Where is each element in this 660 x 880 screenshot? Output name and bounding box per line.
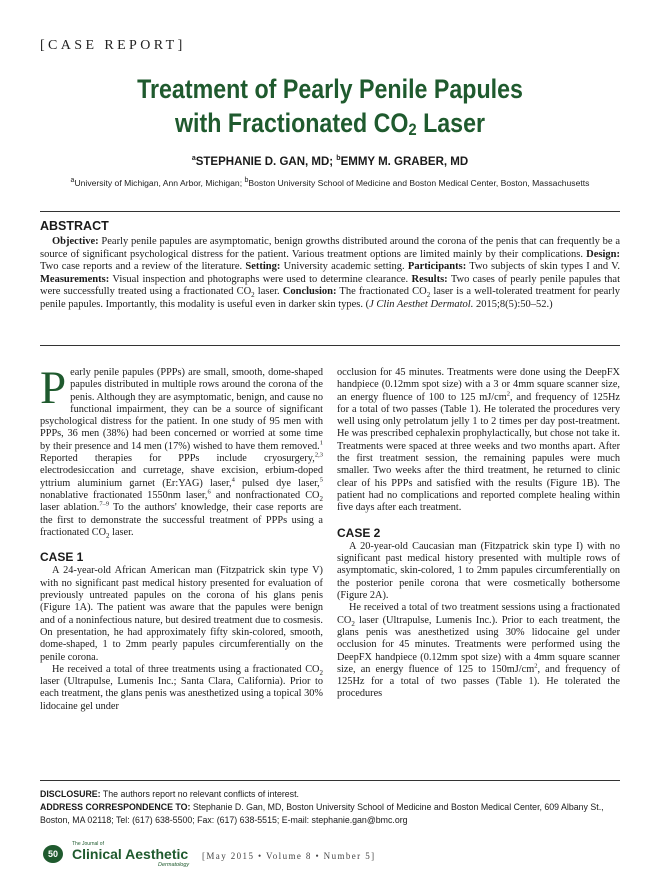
case2-paragraph-2: He received a total of two treatment sessions using a fractionated $CO_2$ laser (Ultrapulse, Lumenis Inc.). Prior to each treatment, the glans penis was anesthetized using 30% lidocaine gel under occlusion for 45 minutes. Treatments were performed using the DeepFX handpiece (0.12mm spot size) with a 4mm square scanner size, an energy fluence of 125 to $150mJ/cm^2$, and frequency of 125Hz for a total of two passes (Table 1). He tolerated the procedures xyxy=(337,602,620,700)
case1-heading: CASE 1 xyxy=(40,550,84,565)
correspondence-address: ADDRESS CORRESPONDENCE TO: Stephanie D. Gan, MD, Boston University School of Medicine and Boston Medical Center, 609 Albany St., Boston, MA 02118; Tel: (617) 638-5500; Fax: (617) 638-5515; E-mail: stephanie.gan@bmc.org xyxy=(40,802,604,825)
drop-cap: P xyxy=(40,362,67,414)
abstract-body: Objective: Pearly penile papules are asymptomatic, benign growths distributed around the corona of the penis that can frequently be a source of significant psychological distress for the patient. Various treatment options are limited mainly by their complications. Design: Two case reports and a review of the literature. Setting: University academic setting. Participants: Two subjects of skin types I and V. Measurements: Visual inspection and photographs were used to determine clearance. Results: Two cases of pearly penile papules that were successfully treated using a fractionated $CO_2$ laser. Conclusion: The fractionated $CO_2$ laser is a well-tolerated treatment for pearly penile papules. Importantly, this modality is useful even in darker skin types. (J Clin Aesthet Dermatol. 2015;8(5):50–52.) xyxy=(40,236,621,310)
page-number-badge: 50 xyxy=(43,845,63,863)
case1-paragraph-1: A 24-year-old African American man (Fitzpatrick skin type V) with no significant past medical history presented for evaluation of previously untreated papules on the corona of his glans penis (Figure 1A). The patient was aware that the papules were benign and of a noninfectious nature, but desired treatment due to cosmesis. On presentation, he had approximately fifty skin-colored, smooth, dome-shaped, 1 to 2mm pearly papules circumferentially on the penile corona. xyxy=(40,565,323,663)
footer-rule xyxy=(40,780,620,781)
issue-info: [May 2015 • Volume 8 • Number 5] xyxy=(202,851,376,861)
title-line-1: Treatment of Pearly Penile Papules xyxy=(137,74,523,104)
abstract-top-rule xyxy=(40,211,620,212)
disclosure: DISCLOSURE: The authors report no relevant conflicts of interest. xyxy=(40,789,299,799)
author-affiliations: $^a$University of Michigan, Ann Arbor, Michigan; $^b$Boston University School of Medicine and Boston Medical Center, Boston, Massachusetts xyxy=(70,177,590,188)
article-title xyxy=(46,72,614,140)
section-kicker: [CASE REPORT] xyxy=(40,38,186,53)
case1-paragraph-3: occlusion for 45 minutes. Treatments were done using the DeepFX handpiece (0.12mm spot size) with a 3 or 4mm square scanner size, an energy fluence of 100 to 125 $mJ/cm^2$, and frequency of 125Hz for a total of two passes (Table 1). He tolerated the procedures very well using only petrolatum jelly 1 to 2 times per day post-treatment. He was prescribed cephalexin prophylactically, but chose not take it. Treatments were spaced at three weeks and two months apart. After the first treatment session, the remaining papules were much smaller. Two weeks after the third treatment, he returned to clinic clear of his PPPs and satisfied with the results (Figure 1B). The patient had no complications and reported complete healing within five days after each treatment. xyxy=(337,367,620,514)
case2-paragraph-1: A 20-year-old Caucasian man (Fitzpatrick skin type I) with no significant past medical history presented with multiple rows of asymptomatic, skin-colored, 1 to 2mm papules circumferentially on the posterior penile corona that were cosmetically bothersome (Figure 2A). xyxy=(337,540,620,602)
title-line-2: with Fractionated $CO_2$ Laser xyxy=(174,108,486,139)
author-list: $^a$STEPHANIE D. GAN, MD; $^b$EMMY M. GRABER, MD xyxy=(191,155,469,168)
abstract-bottom-rule xyxy=(40,345,620,346)
intro-paragraph: Pearly penile papules (PPPs) are small, smooth, dome-shaped papules distributed in multiple rows around the corona of the penis. Although they are asymptomatic, benign, and cause no functional impairment, they can be a source of significant psychological distress for the patient. In one study of 95 men with PPPs, 36 men (38%) had been concerned or worried at some time by their presence and 14 men (17%) wished to have them removed.$^1$ Reported therapies for PPPs include cryosurgery,$^{2,3}$ electrodesiccation and curretage, shave excision, erbium-doped yttrium aluminium garnet (Er:YAG) laser,$^4$ pulsed dye laser,$^5$ nonablative fractionated 1550nm laser,$^6$ and nonfractionated $CO_2$ laser ablation.$^{7-9}$ To the authors' knowledge, their case reports are the first to demonstrate the successful treatment of PPPs using a fractionated $CO_2$ laser. xyxy=(40,362,323,540)
right-column xyxy=(337,367,620,701)
abstract-heading: ABSTRACT xyxy=(40,219,109,233)
left-column xyxy=(40,362,323,713)
case1-paragraph-2: He received a total of three treatments using a fractionated $CO_2$ laser (Ultrapulse, Lumenis Inc.; Santa Clara, California). Prior to each treatment, the glans penis was anesthetized using a topical 30% lidocaine gel under xyxy=(40,663,323,712)
footer-notes xyxy=(40,788,620,827)
case2-heading: CASE 2 xyxy=(337,525,381,540)
